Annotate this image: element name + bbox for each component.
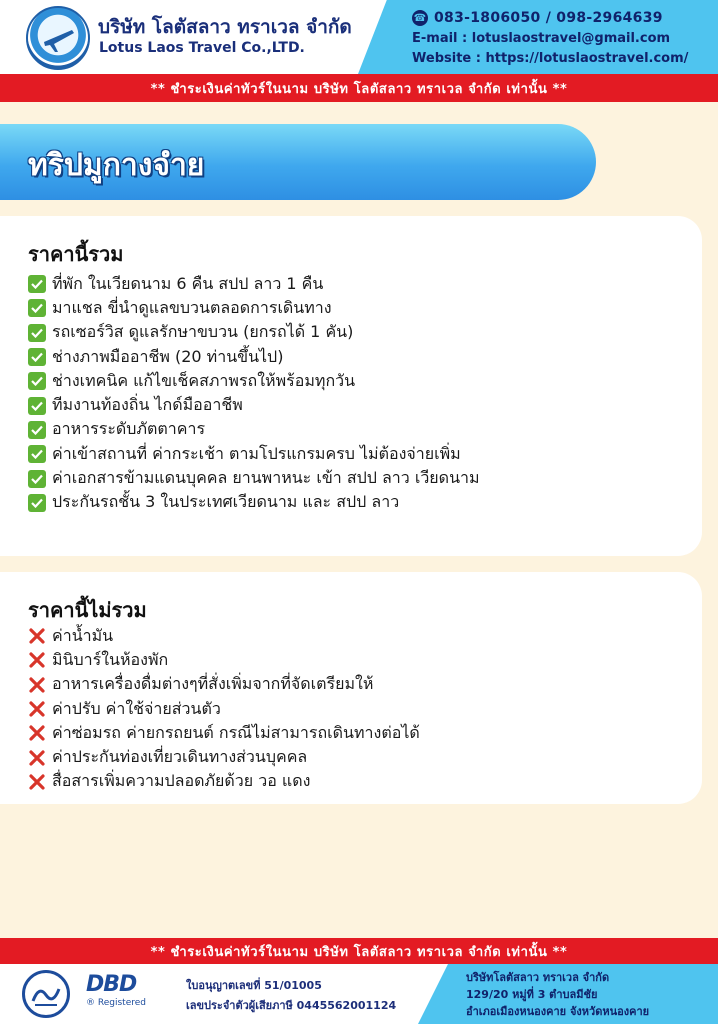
red-cross-icon [28, 724, 46, 742]
list-item [28, 393, 480, 417]
green-check-icon [28, 445, 46, 463]
list-item [28, 721, 420, 745]
dbd-registered-logo [86, 974, 146, 1008]
tourism-authority-logo [22, 970, 70, 1018]
header [0, 0, 718, 74]
airplane-icon [42, 24, 76, 54]
list-item-text: มินิบาร์ในห้องพัก [52, 649, 169, 669]
green-check-icon [28, 324, 46, 342]
list-item [28, 491, 480, 515]
company-address [466, 968, 649, 1019]
address-line-2: 129/20 หมู่ที่ 3 ตำบลมีชัย [466, 988, 598, 1001]
phone-icon: ☎ [412, 10, 428, 26]
list-item-text: ค่าซ่อมรถ ค่ายกรถยนต์ กรณีไม่สามารถเดินทางต่อได้ [52, 722, 420, 742]
address-line-1: บริษัทโลตัสลาว ทราเวล จำกัด [466, 971, 610, 984]
green-check-icon [28, 348, 46, 366]
list-item [28, 745, 420, 769]
red-cross-icon [28, 651, 46, 669]
list-item [28, 648, 420, 672]
trip-title: ทริปมูกางจำย [28, 148, 205, 183]
list-item-text: ทีมงานท้องถิ่น ไกด์มืออาชีพ [52, 395, 243, 415]
list-item [28, 770, 420, 794]
list-item-text: ค่าเอกสารข้ามแดนบุคคล ยานพาหนะ เข้า สปป ลาว เวียดนาม [52, 468, 480, 488]
price-excluded-heading: ราคานี้ไม่รวม [28, 598, 147, 622]
green-check-icon [28, 372, 46, 390]
footer [0, 964, 718, 1024]
list-item [28, 418, 480, 442]
list-item [28, 442, 480, 466]
list-item [28, 673, 420, 697]
trip-title-banner [0, 124, 596, 200]
list-item-text: อาหารระดับภัตตาคาร [52, 419, 206, 439]
red-cross-icon [28, 700, 46, 718]
green-check-icon [28, 397, 46, 415]
list-item-text: ช่างเทคนิค แก้ไขเช็คสภาพรถให้พร้อมทุกวัน [52, 370, 356, 390]
list-item [28, 345, 480, 369]
list-item-text: อาหารเครื่องดื่มต่างๆที่สั่งเพิ่มจากที่จัดเตรียมให้ [52, 674, 374, 694]
list-item [28, 697, 420, 721]
green-check-icon [28, 299, 46, 317]
contact-info [412, 8, 712, 68]
phone-numbers[interactable]: 083-1806050 / 098-2964639 [434, 10, 663, 26]
green-check-icon [28, 421, 46, 439]
tourism-emblem-icon [31, 981, 61, 1007]
company-name-thai: บริษัท โลตัสลาว ทราเวล จำกัด [98, 16, 352, 38]
list-item-text: ประกันรถชั้น 3 ในประเทศเวียดนาม และ สปป ลาว [52, 492, 400, 512]
price-included-card [0, 216, 702, 556]
red-cross-icon [28, 773, 46, 791]
address-line-3: อำเภอเมืองหนองคาย จังหวัดหนองคาย [466, 1005, 650, 1018]
list-item-text: ที่พัก ในเวียดนาม 6 คืน สปป ลาว 1 คืน [52, 273, 324, 293]
list-item-text: ค่าน้ำมัน [52, 625, 114, 645]
license-info [186, 976, 396, 1016]
list-item [28, 272, 480, 296]
price-excluded-card [0, 572, 702, 804]
price-included-heading: ราคานี้รวม [28, 242, 124, 266]
payment-notice-banner-top: ** ชำระเงินค่าทัวร์ในนาม บริษัท โลตัสลาว ทราเวล จำกัด เท่านั้น ** [0, 74, 718, 102]
list-item-text: มาแชล ขี่นำดูแลขบวนตลอดการเดินทาง [52, 297, 332, 317]
payment-notice-banner-bottom: ** ชำระเงินค่าทัวร์ในนาม บริษัท โลตัสลาว ทราเวล จำกัด เท่านั้น ** [0, 938, 718, 964]
email-line[interactable]: E-mail : lotuslaostravel@gmail.com [412, 30, 671, 46]
dbd-registered-label: ® Registered [86, 998, 146, 1008]
company-logo [26, 6, 90, 70]
green-check-icon [28, 275, 46, 293]
red-cross-icon [28, 749, 46, 767]
list-item-text: รถเซอร์วิส ดูแลรักษาขบวน (ยกรถได้ 1 คัน) [52, 322, 354, 342]
list-item [28, 321, 480, 345]
company-name-english: Lotus Laos Travel Co.,LTD. [99, 40, 305, 56]
list-item [28, 466, 480, 490]
list-item-text: ค่าปรับ ค่าใช้จ่ายส่วนตัว [52, 698, 221, 718]
price-excluded-list [28, 624, 420, 794]
phone-line [412, 8, 712, 28]
list-item [28, 369, 480, 393]
tax-id: เลขประจำตัวผู้เสียภาษี 0445562001124 [186, 999, 397, 1012]
green-check-icon [28, 470, 46, 488]
price-included-list [28, 272, 480, 515]
license-number: ใบอนุญาตเลขที่ 51/01005 [186, 979, 322, 992]
list-item-text: ค่าเข้าสถานที่ ค่ากระเช้า ตามโปรแกรมครบ ไม่ต้องจ่ายเพิ่ม [52, 443, 461, 463]
list-item-text: ช่างภาพมืออาชีพ (20 ท่านขึ้นไป) [52, 346, 284, 366]
dbd-registered-text: Registered [97, 998, 146, 1008]
list-item [28, 296, 480, 320]
red-cross-icon [28, 676, 46, 694]
list-item-text: สื่อสารเพิ่มความปลอดภัยด้วย วอ แดง [52, 771, 311, 791]
website-line[interactable]: Website : https://lotuslaostravel.com/ [412, 50, 689, 66]
dbd-logo-text: DBD [86, 972, 137, 997]
list-item [28, 624, 420, 648]
list-item-text: ค่าประกันท่องเที่ยวเดินทางส่วนบุคคล [52, 747, 308, 767]
green-check-icon [28, 494, 46, 512]
red-cross-icon [28, 627, 46, 645]
